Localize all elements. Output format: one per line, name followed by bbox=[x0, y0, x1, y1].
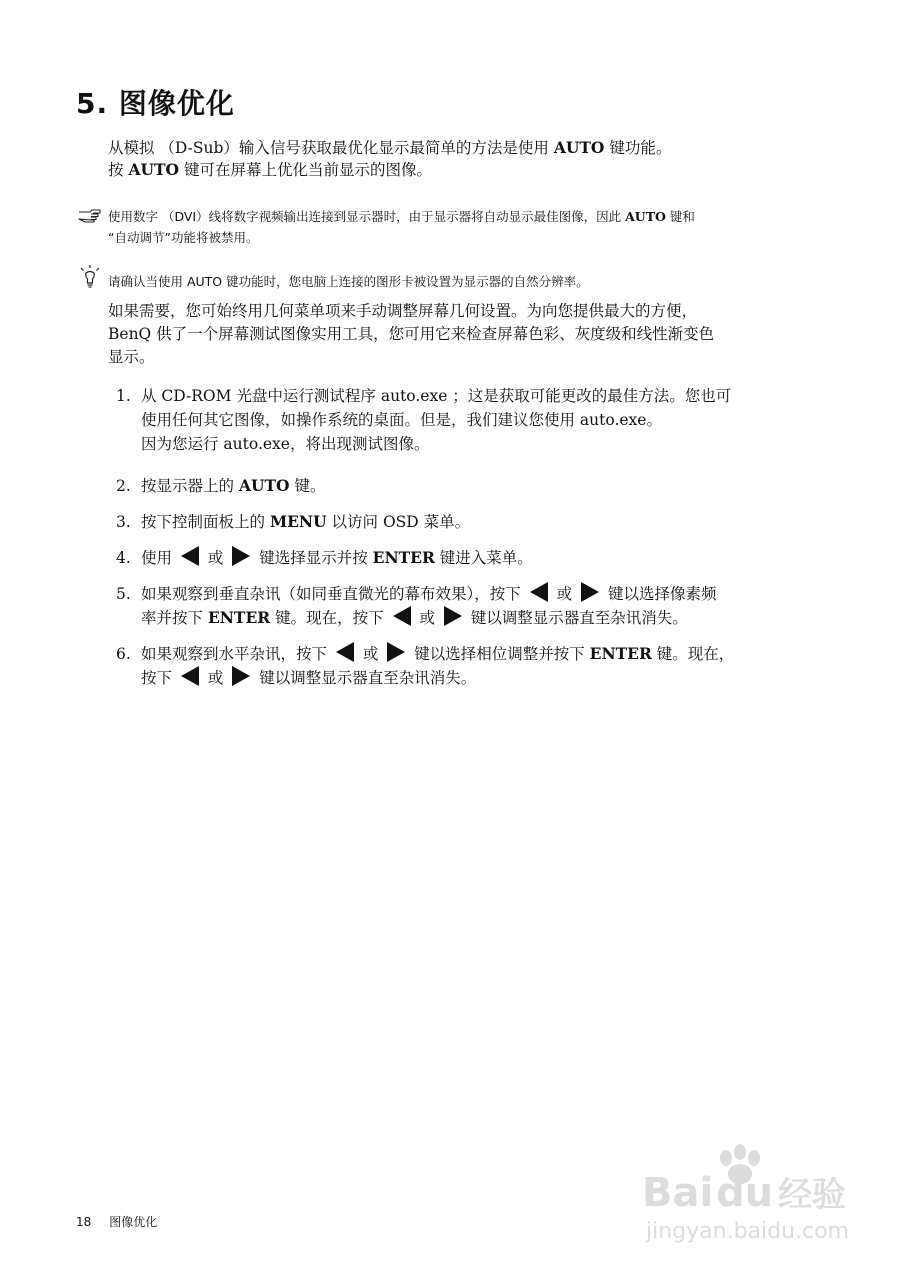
right-arrow-icon bbox=[444, 606, 462, 626]
intro-line-1: 从模拟 （D-Sub）输入信号获取最优化显示最简单的方法是使用 AUTO 键功能。 bbox=[108, 138, 672, 157]
baidu-jingyan-watermark bbox=[640, 1140, 870, 1250]
right-arrow-icon bbox=[232, 666, 250, 686]
page-number: 18 bbox=[76, 1215, 92, 1229]
left-arrow-icon bbox=[530, 582, 548, 602]
intro-line-2: 按 AUTO 键可在屏幕上优化当前显示的图像。 bbox=[108, 160, 432, 179]
step-1-line-2: 使用任何其它图像，如操作系统的桌面。但是，我们建议您使用 auto.exe。 bbox=[141, 411, 662, 429]
paragraph-line-2: BenQ 供了一个屏幕测试图像实用工具，您可用它来检查屏幕色彩、灰度级和线性渐变色 bbox=[108, 325, 715, 343]
step-number: 1. bbox=[116, 387, 131, 405]
page-footer bbox=[76, 1213, 157, 1230]
note-line-2: “自动调节”功能将被禁用。 bbox=[108, 230, 259, 245]
watermark-brand-b: du bbox=[716, 1170, 774, 1216]
step-number: 5. bbox=[116, 585, 131, 603]
lightbulb-icon bbox=[80, 265, 100, 289]
watermark-cn: 经验 bbox=[778, 1175, 846, 1215]
left-arrow-icon bbox=[336, 642, 354, 662]
tip-text: 请确认当使用 AUTO 键功能时，您电脑上连接的图形卡被设置为显示器的自然分辨率。 bbox=[108, 274, 589, 289]
note-line-1: 使用数字 （DVI）线将数字视频输出连接到显示器时，由于显示器将自动显示最佳图像，因此 AUTO 键和 bbox=[108, 209, 695, 224]
watermark-url: jingyan.baidu.com bbox=[646, 1219, 850, 1244]
left-arrow-icon bbox=[181, 546, 199, 566]
step-1-line-3: 因为您运行 auto.exe，将出现测试图像。 bbox=[141, 435, 430, 453]
step-number: 3. bbox=[116, 513, 131, 531]
left-arrow-icon bbox=[393, 606, 411, 626]
right-arrow-icon bbox=[232, 546, 250, 566]
footer-section-title: 图像优化 bbox=[109, 1215, 158, 1229]
step-number: 6. bbox=[116, 645, 131, 663]
left-arrow-icon bbox=[181, 666, 199, 686]
step-number: 4. bbox=[116, 549, 131, 567]
paragraph-line-3: 显示。 bbox=[108, 348, 155, 366]
step-number: 2. bbox=[116, 477, 131, 495]
paragraph-line-1: 如果需要，您可始终用几何菜单项来手动调整屏幕几何设置。为向您提供最大的方便， bbox=[108, 302, 698, 320]
intro-paragraph bbox=[108, 137, 671, 181]
body-paragraph bbox=[108, 300, 714, 369]
right-arrow-icon bbox=[387, 642, 405, 662]
page-title: 5. 图像优化 bbox=[76, 87, 235, 120]
right-arrow-icon bbox=[581, 582, 599, 602]
pointing-hand-icon bbox=[78, 207, 102, 223]
step-1-line-1: 从 CD-ROM 光盘中运行测试程序 auto.exe ；这是获取可能更改的最佳方法。您也可 bbox=[141, 387, 732, 405]
note-text bbox=[108, 206, 695, 248]
watermark-brand-a: Bai bbox=[642, 1170, 714, 1216]
